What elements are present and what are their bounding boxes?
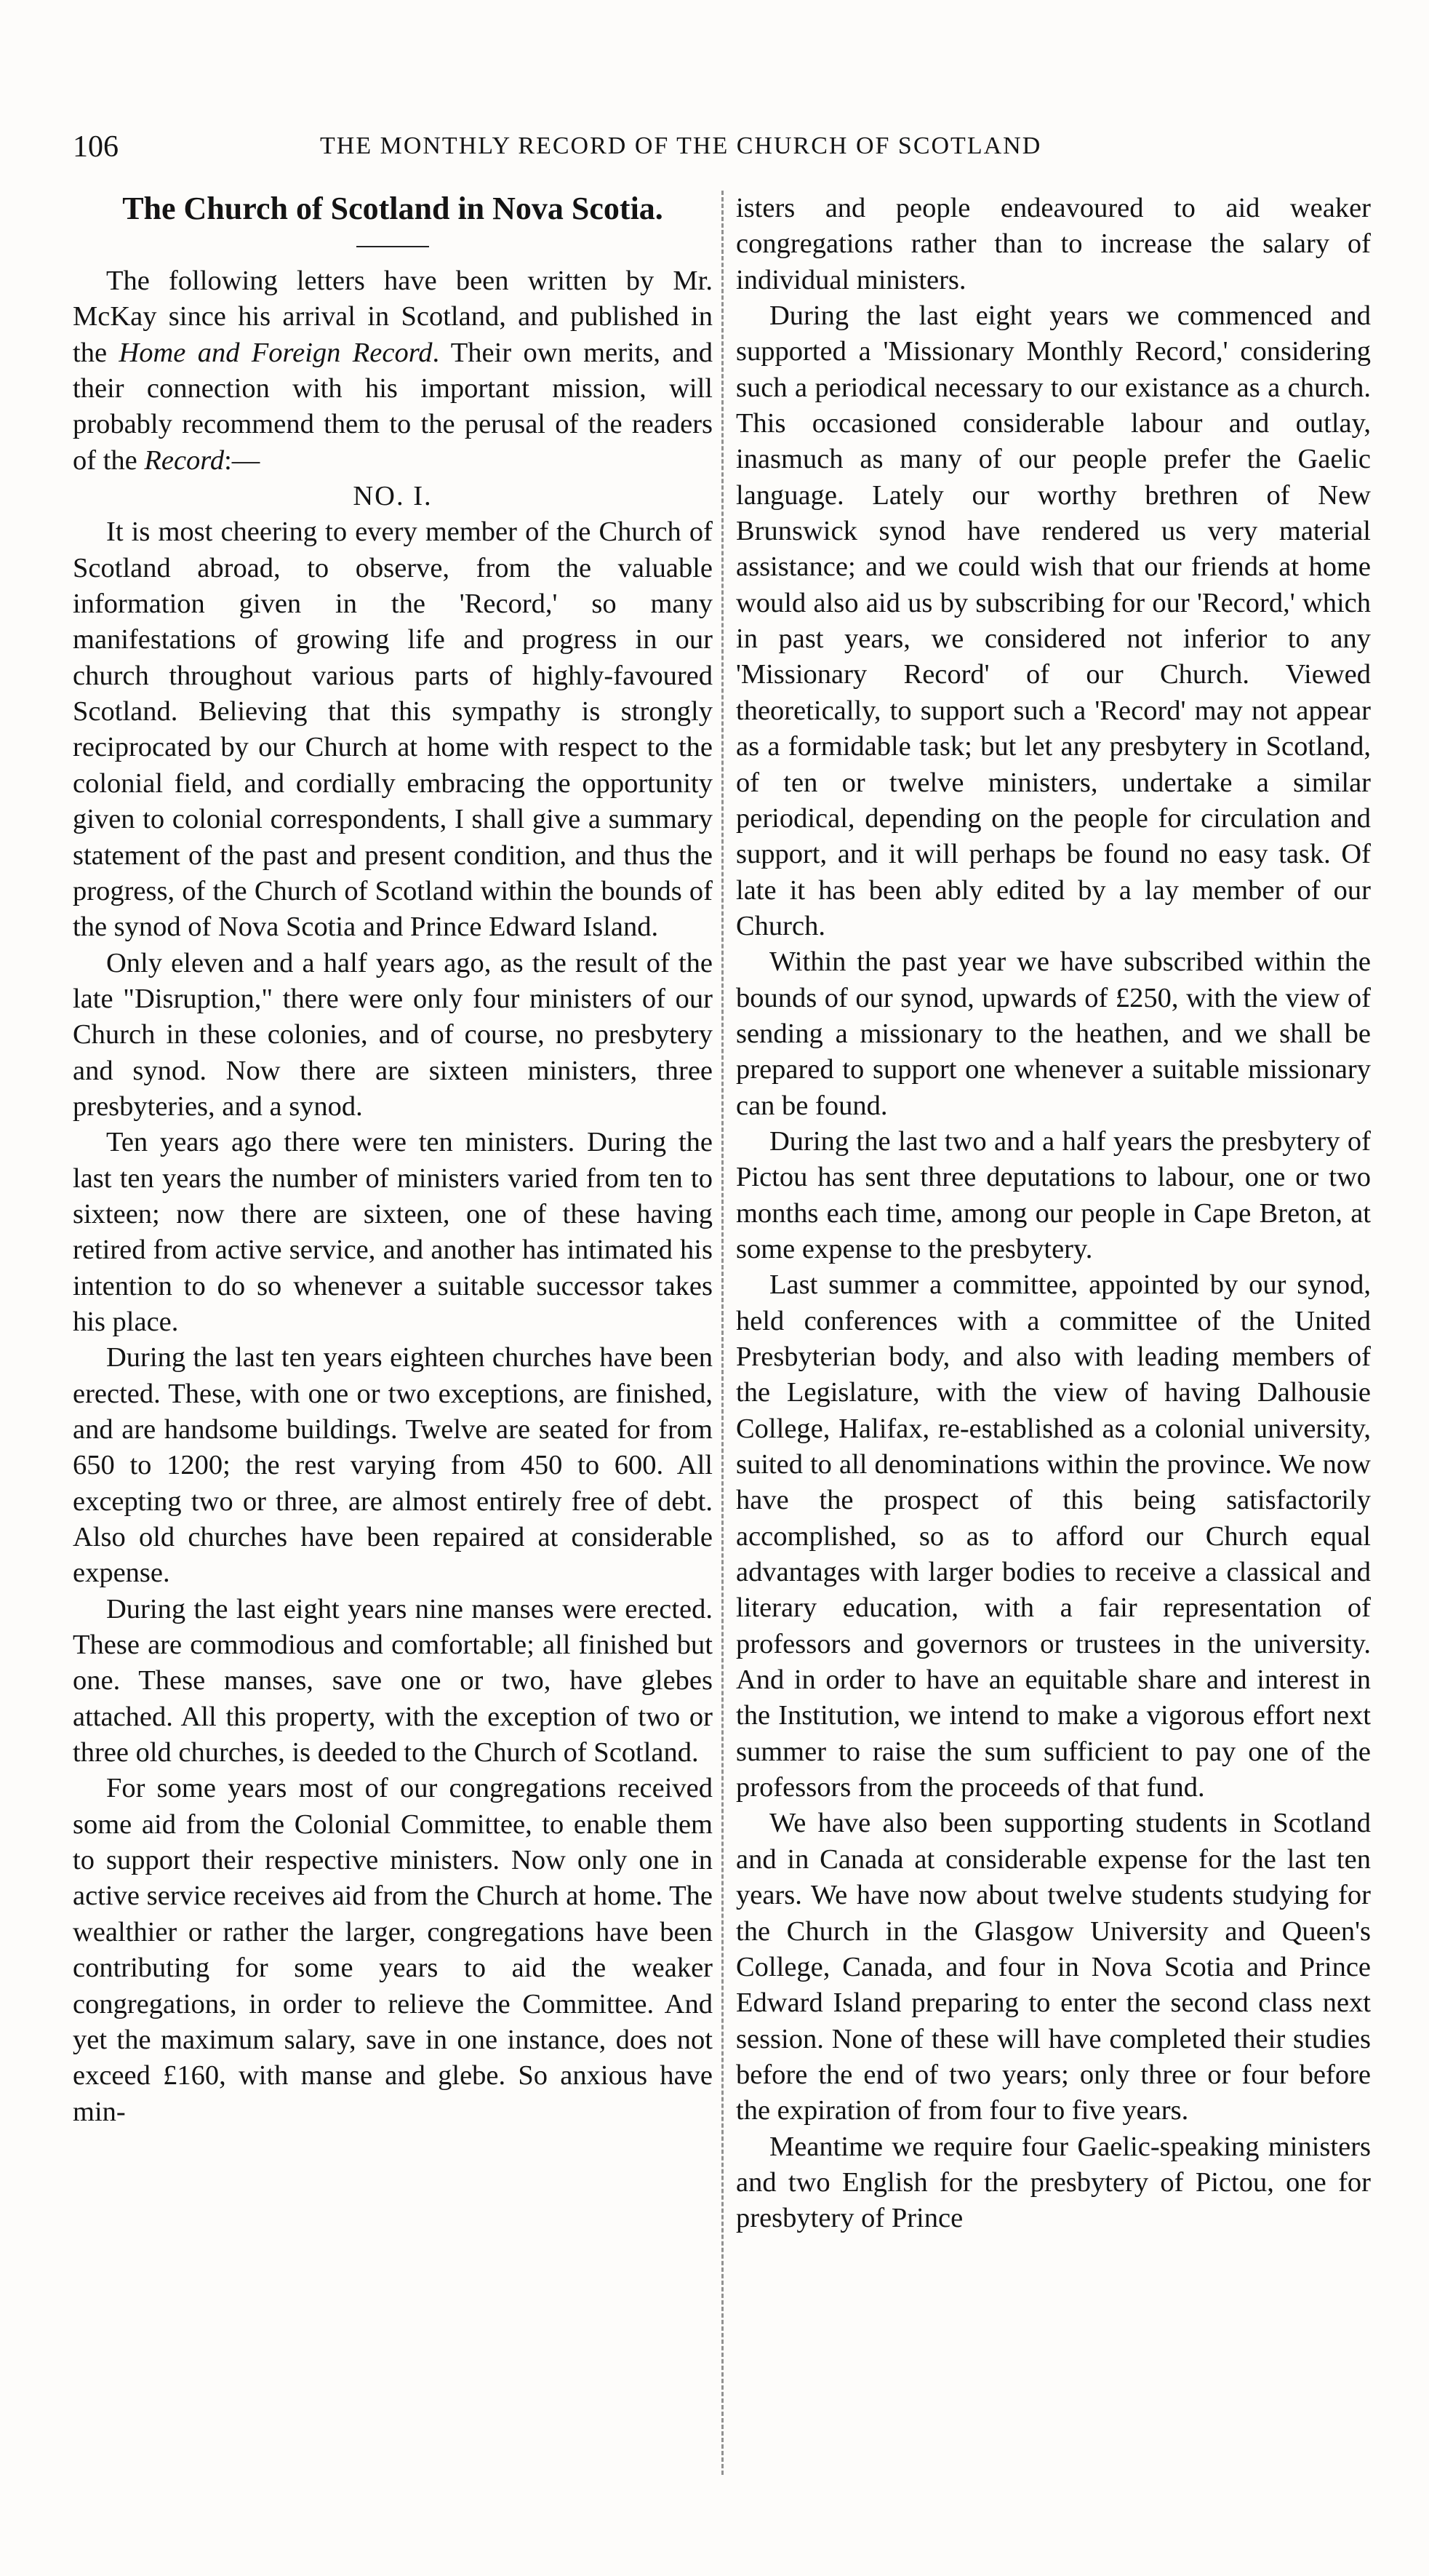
paragraph: During the last two and a half years the presbytery of Pictou has sent three deputations to labour, one or two months each time, among our people in Cape Breton, at some expense to the presbytery. [736,1125,1371,1264]
paragraph: Meantime we require four Gaelic-speaking ministers and two English for the presbytery of Pictou, one for presbytery of Prince [736,2131,1371,2234]
intro-publication-title: Home and Foreign Record [119,337,433,368]
running-head: THE MONTHLY RECORD OF THE CHURCH OF SCOTLAND [320,132,1042,159]
paragraph: Last summer a committee, appointed by our synod, held conferences with a committee of the United Presbyterian body, and also with leading members of the Legislature, with the view of having Dalhousie College, Halifax, re-established as a colonial university, suited to all denominations within the province. We now have the prospect of this being satisfactorily accomplished, so as to afford our Church equal advantages with larger bodies to receive a classical and literary education, with a fair representation of professors and governors or trustees in the university. And in order to have an equitable share and interest in the Institution, we intend to make a vigorous effort next summer to raise the sum sufficient to pay one of the professors from the proceeds of that fund. [736,1269,1371,1803]
intro-record-title: Record [144,444,225,476]
column-divider [721,191,726,2475]
paragraph: It is most cheering to every member of the Church of Scotland abroad, to observe, from the valuable information given in the 'Record,' so many manifestations of growing life and progress in our church throughout various parts of highly-favoured Scotland. Believing that this sympathy is strongly reciprocated by our Church at home with respect to the colonial field, and cordially embracing the opportunity given to colonial correspondents, I shall give a summary statement of the past and present condition, and thus the progress, of the Church of Scotland within the bounds of the synod of Nova Scotia and Prince Edward Island. [73,517,713,943]
right-column [736,191,1371,2237]
intro-paragraph [73,263,713,479]
left-column [73,191,713,2130]
title-rule [356,246,429,247]
paragraph: For some years most of our congregations received some aid from the Colonial Committee, to enable them to support their respective ministers. Now only one in active service receives aid from the Church at home. The wealthier or rather the larger, congregations have been contributing for some years to aid the weaker congregations, in order to relieve the Committee. And yet the maximum salary, save in one instance, does not exceed £160, with manse and glebe. So anxious have min- [73,1773,713,2127]
article-title: The Church of Scotland in Nova Scotia. [122,191,663,226]
paragraph: During the last ten years eighteen churches have been erected. These, with one or two exceptions, are finished, and are handsome buildings. Twelve are seated for from 650 to 1200; the rest varying from 450 to 600. All excepting two or three, are almost entirely free of debt. Also old churches have been repaired at considerable expense. [73,1342,713,1589]
intro-text: :— [224,444,260,476]
intro-text: . Their own merits, and their connection with his important mission, will probably recommend them to the perusal of the readers of the [73,337,713,476]
paragraph: During the last eight years nine manses were erected. These are commodious and comfortable; all finished but one. These manses, save one or two, have glebes attached. All this property, with the exception of two or three old churches, is deeded to the Church of Scotland. [73,1593,713,1768]
page-header [73,129,1367,166]
paragraph-continuation: isters and people endeavoured to aid weaker congregations rather than to increase the salary of individual ministers. [736,193,1371,295]
paragraph: We have also been supporting students in Scotland and in Canada at considerable expense for the last ten years. We have now about twelve students studying for the Church in the Glasgow University and Queen's College, Canada, and four in Nova Scotia and Prince Edward Island preparing to enter the second class next session. None of these will have completed their studies before the end of two years; only three or four before the expiration of from four to five years. [736,1808,1371,2126]
paragraph: Within the past year we have subscribed within the bounds of our synod, upwards of £250, with the view of sending a missionary to the heathen, and we shall be prepared to support one whenever a suitable missionary can be found. [736,946,1371,1121]
paragraph: Ten years ago there were ten ministers. During the last ten years the number of ministers varied from ten to sixteen; now there are sixteen, one of these having retired from active service, and another has intimated his intention to do so whenever a suitable successor takes his place. [73,1127,713,1337]
paragraph: Only eleven and a half years ago, as the result of the late "Disruption," there were only four ministers of our Church in these colonies, and of course, no presbytery and synod. Now there are sixteen ministers, three presbyteries, and a synod. [73,947,713,1122]
page-number: 106 [73,130,119,164]
paragraph: During the last eight years we commenced and supported a 'Missionary Monthly Record,' considering such a periodical necessary to our existance as a church. This occasioned considerable labour and outlay, inasmuch as many of our people prefer the Gaelic language. Lately our worthy brethren of New Brunswick synod have rendered us very material assistance; and we could wish that our friends at home would also aid us by subscribing for our 'Record,' which in past years, we considered not inferior to any 'Missionary Record' of our Church. Viewed theoretically, to support such a 'Record' may not appear as a formidable task; but let any presbytery in Scotland, of ten or twelve ministers, undertake a similar periodical, depending on the people for circulation and support, and it will perhaps be found no easy task. Of late it has been ably edited by a lay member of our Church. [736,300,1371,941]
intro-text: The following letters have been written by Mr. McKay since his arrival in Scotland, and published in the [73,266,713,368]
letter-number: NO. I. [353,481,433,512]
